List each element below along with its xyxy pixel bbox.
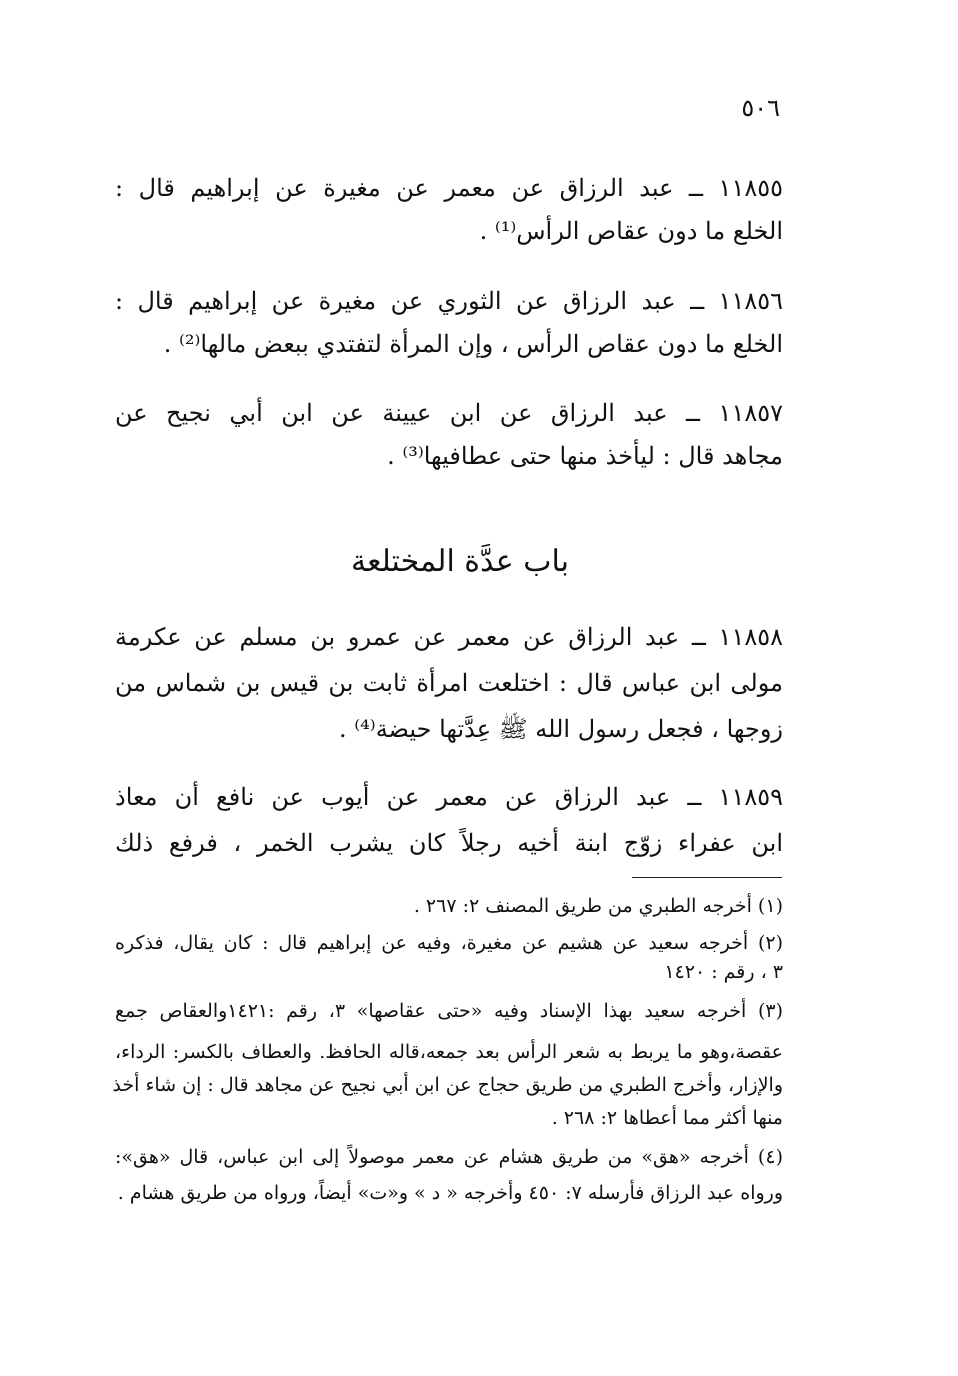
footnote-3-line-4: منها أكثر مما أعطاها ٢: ٢٦٨ .: [551, 1107, 783, 1129]
hadith-11858-line-2: مولى ابن عباس قال : اختلعت امرأة ثابت بن قيس بن شماس من: [115, 669, 783, 697]
footnote-2-line-2: ٣ ، رقم : ١٤٢٠: [664, 961, 783, 983]
footnote-3-line-3: والإزار، وأخرج الطبري من طريق حجاج عن ابن أبي نجيح عن مجاهد قال : إن شاء أخذ: [112, 1074, 783, 1096]
section-heading: باب عدَّة المختلعة: [351, 544, 569, 579]
footnote-4-line-1: (٤) أخرجه «هق» من طريق هشام عن معمر موصولاً إلى ابن عباس، قال «هق»:: [115, 1146, 783, 1168]
footnote-3-line-1: (٣) أخرجه سعيد بهذا الإسناد وفيه «حتى عقاصها» ٣، رقم :١٤٢١والعقاص جمع: [115, 1000, 784, 1022]
hadith-11857-line-1: ١١٨٥٧ ــ عبد الرزاق عن ابن عيينة عن ابن أبي نجيح عن: [115, 399, 783, 427]
hadith-11855-line-1: ١١٨٥٥ ــ عبد الرزاق عن معمر عن مغيرة عن إبراهيم قال :: [115, 174, 783, 202]
footnote-separator: [632, 877, 782, 878]
hadith-11857-line-2: مجاهد قال : ليأخذ منها حتى عطافيها⁽³⁾ .: [387, 442, 783, 470]
hadith-11855-line-2: الخلع ما دون عقاص الرأس⁽¹⁾ .: [479, 217, 783, 245]
footnote-1: (١) أخرجه الطبري من طريق المصنف ٢: ٢٦٧ .: [413, 895, 783, 917]
hadith-11859-line-2: ابن عفراء زوّج ابنة أخيه رجلاً كان يشرب الخمر ، فرفع ذلك: [115, 829, 783, 857]
footnote-3-line-2: عقصة،وهو ما يربط به شعر الرأس بعد جمعه،قاله الحافظ. والعطاف بالكسر: الرداء،: [115, 1041, 783, 1063]
footnote-2-line-1: (٢) أخرجه سعيد عن هشيم عن مغيرة، وفيه عن إبراهيم قال : كان يقال، فذكره: [115, 932, 783, 954]
hadith-11859-line-1: ١١٨٥٩ ــ عبد الرزاق عن معمر عن أيوب عن نافع أن معاذ: [115, 783, 783, 811]
hadith-11856-line-1: ١١٨٥٦ ــ عبد الرزاق عن الثوري عن مغيرة عن إبراهيم قال :: [115, 287, 783, 315]
hadith-11856-line-2: الخلع ما دون عقاص الرأس ، وإن المرأة لتفتدي ببعض مالها⁽²⁾ .: [163, 330, 783, 358]
page-number: ٥٠٦: [741, 94, 780, 122]
hadith-11858-line-1: ١١٨٥٨ ــ عبد الرزاق عن معمر عن عمرو بن مسلم عن عكرمة: [115, 623, 783, 651]
footnote-4-line-2: ورواه عبد الرزاق فأرسله ٧: ٤٥٠ وأخرجه « د » و«ت» أيضاً، ورواه من طريق هشام .: [117, 1182, 783, 1204]
hadith-11858-line-3: زوجها ، فجعل رسول الله ﷺ عِدَّتها حيضة⁽⁴⁾ .: [339, 715, 783, 743]
